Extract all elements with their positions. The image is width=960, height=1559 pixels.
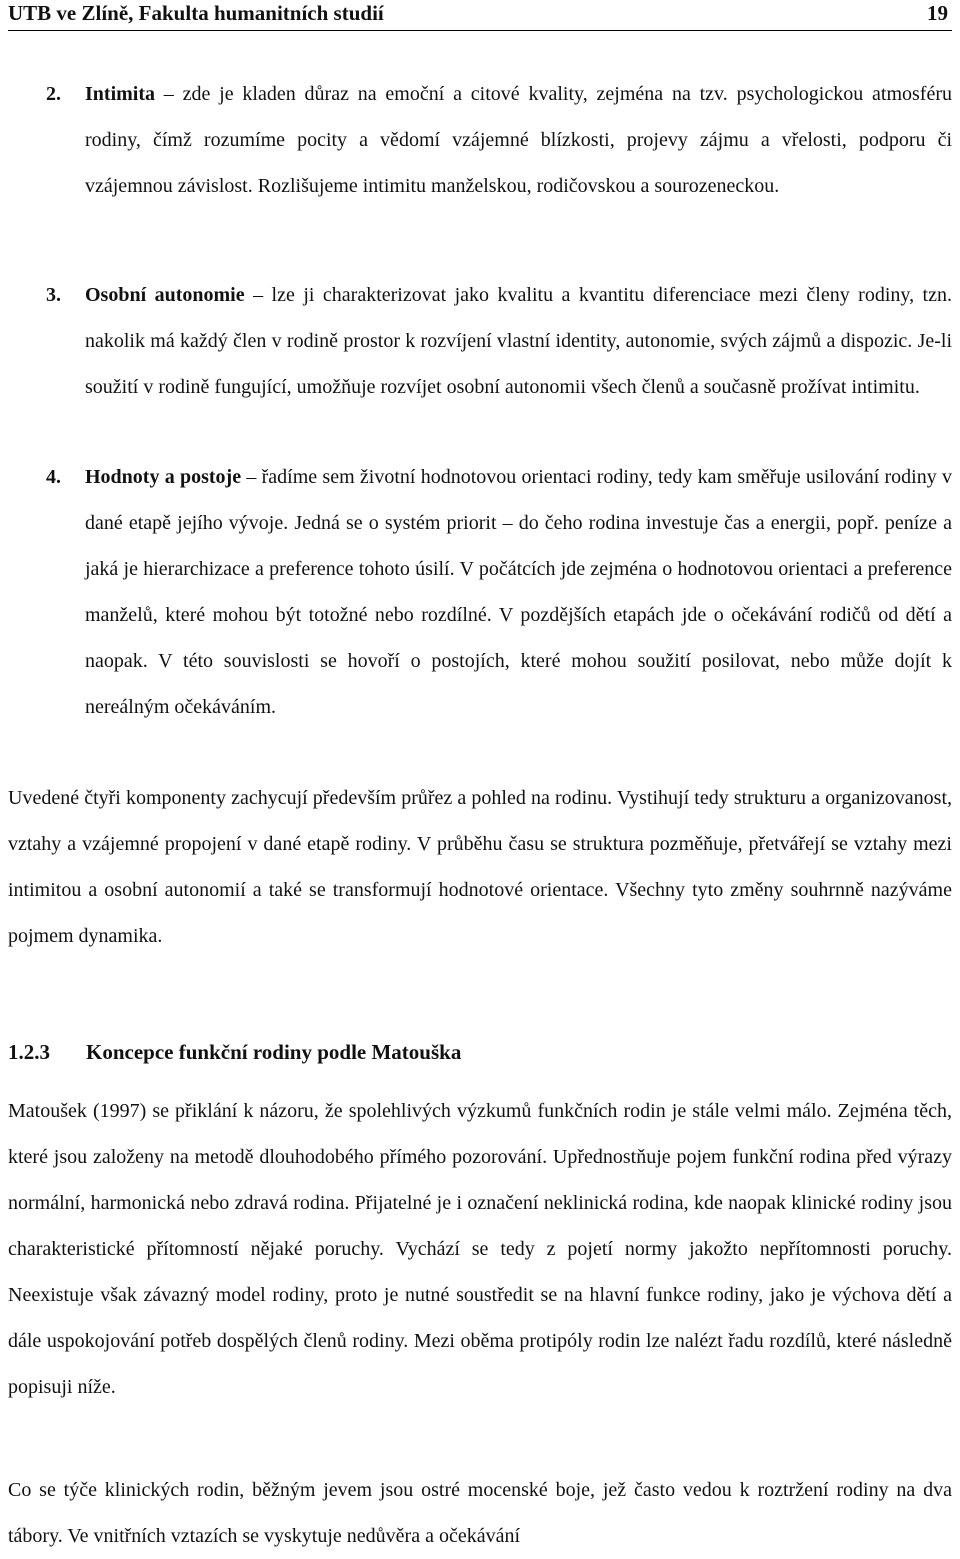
list-item-term: Intimita (85, 83, 155, 105)
list-item-body (85, 71, 952, 209)
list-item-number: 2. (46, 83, 61, 105)
list-item-intimita (8, 71, 952, 209)
list-item-term: Osobní autonomie (85, 284, 245, 306)
list-item-text: – zde je kladen důraz na emoční a citové kvality, zejména na tzv. psychologickou atmosféru rodiny, čímž rozumíme pocity a vědomí vzájemné blízkosti, projevy zájmu a vřelosti, podporu či vzájemnou závislost. Rozlišujeme intimitu manželskou, rodičovskou a sourozeneckou. (85, 83, 952, 197)
list-item-hodnoty-a-postoje (8, 454, 952, 730)
paragraph-matousek: Matoušek (1997) se přiklání k názoru, že spolehlivých výzkumů funkčních rodin je stále velmi málo. Zejména těch, které jsou založeny na metodě dlouhodobého přímého pozorování. Upřednostňuje pojem funkční rodina před výrazy normální, harmonická nebo zdravá rodina. Přijatelné je i označení neklinická rodina, kde naopak klinické rodiny jsou charakteristické přítomností nějaké poruchy. Vychází se tedy z pojetí normy jakožto nepřítomnosti poruchy. Neexistuje však závazný model rodiny, proto je nutné soustředit se na hlavní funkce rodiny, jako je výchova dětí a dále uspokojování potřeb dospělých členů rodiny. Mezi oběma protipóly rodin lze nalézt řadu rozdílů, které následně popisuji níže. (8, 1100, 952, 1398)
section-number: 1.2.3 (8, 1040, 50, 1064)
list-item-number: 4. (46, 466, 61, 488)
list-item-text: – řadíme sem životní hodnotovou orientaci rodiny, tedy kam směřuje usilování rodiny v dané etapě jejího vývoje. Jedná se o systém priorit – do čeho rodina investuje čas a energii, popř. peníze a jaká je hierarchizace a preference tohoto úsilí. V počátcích jde zejména o hodnotovou orientaci a preference manželů, které mohou být totožné nebo rozdílné. V pozdějších etapách jde o očekávání rodičů od dětí a naopak. V této souvislosti se hovoří o postojích, které mohou soužití posilovat, nebo může dojít k nereálným očekáváním. (85, 466, 953, 718)
list-item-number: 3. (46, 284, 61, 306)
header-title: UTB ve Zlíně, Fakulta humanitních studií (8, 1, 384, 25)
list-item-osobni-autonomie (8, 272, 952, 410)
page-header (8, 0, 952, 31)
paragraph-clinical-families: Co se týče klinických rodin, běžným jevem jsou ostré mocenské boje, jež často vedou k roztržení rodiny na dva tábory. Ve vnitřních vztazích se vyskytuje nedůvěra a očekávání (8, 1479, 952, 1547)
list-item-text: – lze ji charakterizovat jako kvalitu a kvantitu diferenciace mezi členy rodiny, tzn. nakolik má každý člen v rodině prostor k rozvíjení vlastní identity, autonomie, svých zájmů a dispozic. Je-li soužití v rodině fungující, umožňuje rozvíjet osobní autonomii všech členů a současně prožívat intimitu. (85, 284, 952, 398)
list-item-term: Hodnoty a postoje (85, 466, 242, 488)
list-item-body (85, 272, 952, 410)
paragraph-summary: Uvedené čtyři komponenty zachycují především průřez a pohled na rodinu. Vystihují tedy strukturu a organizovanost, vztahy a vzájemné propojení v dané etapě rodiny. V průběhu času se struktura pozměňuje, přetvářejí se vztahy mezi intimitou a osobní autonomií a také se transformují hodnotové orientace. Všechny tyto změny souhrnně nazýváme pojmem dynamika. (8, 787, 952, 947)
page-number: 19 (927, 1, 948, 25)
section-title: Koncepce funkční rodiny podle Matouška (86, 1040, 462, 1064)
list-item-body (85, 454, 952, 730)
